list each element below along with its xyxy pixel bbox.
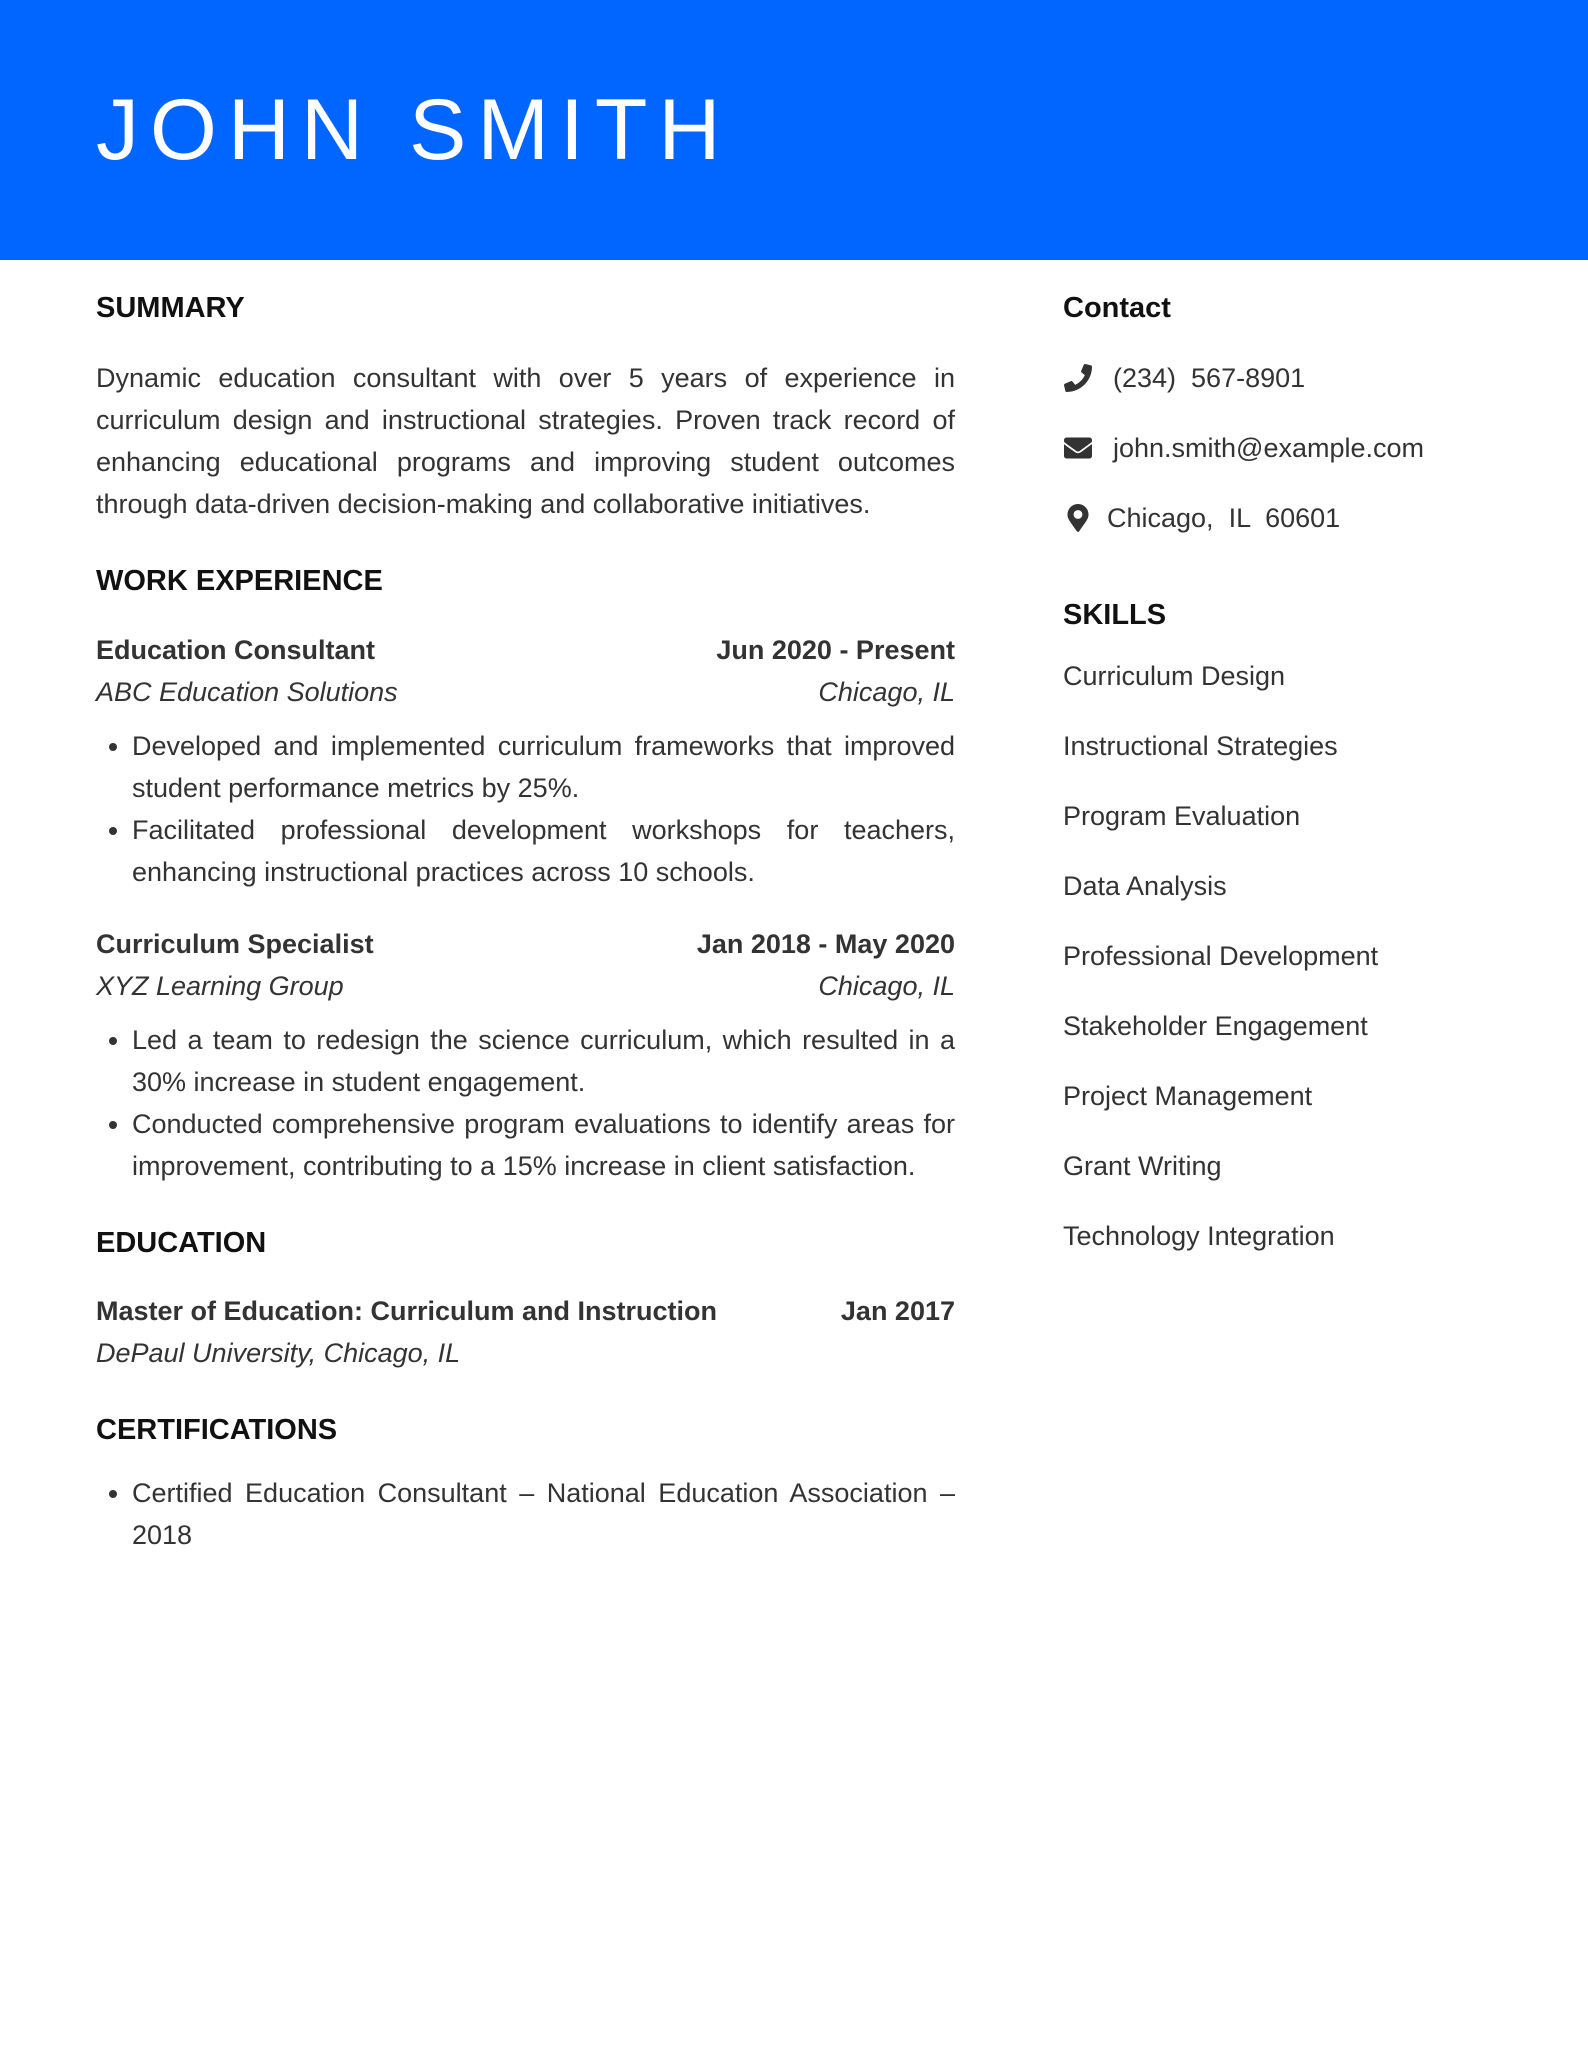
skills-section: [1063, 595, 1503, 1258]
contact-section: [1063, 288, 1503, 539]
contact-phone: [1063, 357, 1503, 399]
job-company: XYZ Learning Group: [96, 971, 344, 1002]
certification-item: • Certified Education Consultant – National Education Association – 2018: [132, 1472, 955, 1556]
email-address: john.smith@example.com: [1113, 432, 1425, 463]
job-company: ABC Education Solutions: [96, 677, 398, 708]
certifications-heading: CERTIFICATIONS: [96, 1413, 338, 1446]
envelope-icon: [1063, 433, 1093, 463]
skills-list: [1063, 655, 1503, 1257]
job-bullet: • Conducted comprehensive program evaluations to identify areas for improvement, contributing to a 15% increase in client satisfaction.: [132, 1103, 955, 1187]
side-column: [1063, 288, 1503, 1285]
certifications-section: [96, 1410, 955, 1557]
skill-item: Instructional Strategies: [1063, 731, 1338, 762]
skill-item: Stakeholder Engagement: [1063, 1011, 1368, 1042]
job-title: Education Consultant: [96, 635, 375, 666]
job-dates: Jan 2018 - May 2020: [696, 929, 955, 960]
job-bullet: • Developed and implemented curriculum frameworks that improved student performance metrics by 25%.: [132, 725, 955, 809]
contact-heading: Contact: [1063, 292, 1171, 324]
skill-item: Grant Writing: [1063, 1151, 1222, 1182]
phone-number: (234) 567-8901: [1113, 362, 1306, 393]
skill-item: Program Evaluation: [1063, 801, 1301, 832]
job-bullets: [96, 1019, 955, 1187]
job-location: Chicago, IL: [818, 971, 955, 1002]
contact-location: [1063, 497, 1503, 539]
job-dates: Jun 2020 - Present: [716, 635, 955, 666]
skill-item: Technology Integration: [1063, 1221, 1335, 1252]
candidate-name: JOHN SMITH: [96, 82, 732, 178]
phone-icon: [1063, 363, 1093, 393]
education-heading: EDUCATION: [96, 1227, 267, 1260]
summary-heading: SUMMARY: [96, 292, 245, 324]
school-name: DePaul University, Chicago, IL: [96, 1337, 461, 1368]
job-location: Chicago, IL: [818, 677, 955, 708]
contact-email: [1063, 427, 1503, 469]
skill-item: Project Management: [1063, 1081, 1313, 1112]
contact-list: [1063, 357, 1503, 539]
main-column: [96, 288, 955, 1556]
skill-item: Data Analysis: [1063, 871, 1227, 902]
certifications-list: [96, 1472, 955, 1556]
work-experience-heading: WORK EXPERIENCE: [96, 564, 383, 597]
summary-section: [96, 288, 955, 525]
job-entry: [96, 923, 955, 1187]
education-section: [96, 1223, 955, 1374]
skill-item: Curriculum Design: [1063, 661, 1286, 692]
job-bullet: • Led a team to redesign the science curriculum, which resulted in a 30% increase in student engagement.: [132, 1019, 955, 1103]
location-text: Chicago, IL 60601: [1107, 502, 1341, 533]
job-title: Curriculum Specialist: [96, 929, 374, 960]
summary-text: Dynamic education consultant with over 5 years of experience in curriculum design and instructional strategies. Proven track record of enhancing educational programs and improving student outcomes through data-driven decision-making and collaborative initiatives.: [96, 362, 955, 519]
skill-item: Professional Development: [1063, 941, 1379, 972]
education-entry: [96, 1290, 955, 1374]
job-bullets: [96, 725, 955, 893]
degree-date: Jan 2017: [840, 1295, 955, 1326]
map-marker-icon: [1063, 503, 1093, 533]
degree-title: Master of Education: Curriculum and Instruction: [96, 1295, 718, 1326]
job-bullet: • Facilitated professional development workshops for teachers, enhancing instructional practices across 10 schools.: [132, 809, 955, 893]
header-banner: [0, 0, 1588, 260]
job-entry: [96, 629, 955, 893]
skills-heading: SKILLS: [1063, 598, 1167, 631]
work-experience-section: [96, 561, 955, 1188]
